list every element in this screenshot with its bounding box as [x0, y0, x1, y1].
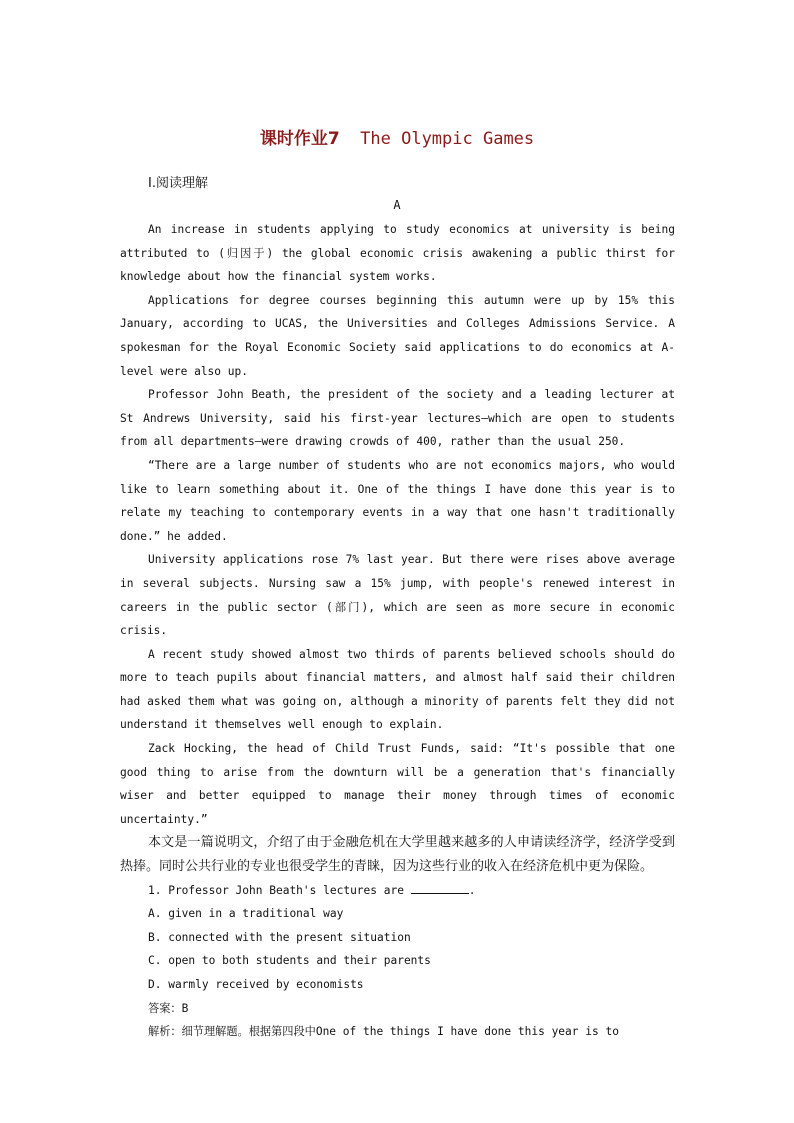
answer-label: 答案：	[148, 1001, 182, 1015]
paragraph-6: A recent study showed almost two thirds of parents believed schools should do more to teach pupils about financial matters, and almost half said their children had asked them what was going on, although a minority of parents felt they did not understand it themselves well enough to explain.	[120, 647, 675, 732]
answer-blank	[411, 883, 469, 894]
analysis-line	[120, 1020, 675, 1044]
analysis-text: One of the things I have done this year is to	[315, 1025, 619, 1039]
section-heading: Ⅰ.阅读理解	[148, 176, 208, 191]
question-stem-text: 1. Professor John Beath's lectures are	[148, 883, 404, 897]
paragraph-2: Applications for degree courses beginning this autumn were up by 15% this January, according to UCAS, the Universities and Colleges Admissions Service. A spokesman for the Royal Economic Society said applications to do economics at A-level were also up.	[120, 293, 675, 378]
passage-body	[120, 218, 675, 1044]
option-b: B. connected with the present situation	[148, 930, 411, 944]
option-a: A. given in a traditional way	[148, 907, 344, 921]
paragraph-5: University applications rose 7% last year. But there were rises above average in several subjects. Nursing saw a 15% jump, with people's renewed interest in careers in the public sector (部门), which are seen as more secure in economic crisis.	[120, 553, 675, 638]
passage-letter: A	[393, 198, 401, 212]
paragraph-1: An increase in students applying to study economics at university is being attributed to (归因于) the global economic crisis awakening a public thirst for knowledge about how the financial system works.	[120, 223, 675, 284]
answer-value: B	[181, 1001, 189, 1015]
title-english: The Olympic Games	[360, 129, 535, 149]
passage-summary: 本文是一篇说明文，介绍了由于金融危机在大学里越来越多的人申请读经济学，经济学受到热捧。同时公共行业的专业也很受学生的青睐，因为这些行业的收入在经济危机中更为保险。	[120, 835, 675, 875]
paragraph-7: Zack Hocking, the head of Child Trust Funds, said: “It's possible that one good thing to arise from the downturn will be a generation that's financially wiser and better equipped to manage their money through times of economic uncertainty.”	[120, 742, 675, 826]
analysis-label: 解析：细节理解题。根据第四段中	[148, 1025, 316, 1039]
title-chinese: 课时作业7	[259, 129, 340, 149]
answer-line	[120, 997, 675, 1021]
paragraph-3: Professor John Beath, the president of the society and a leading lecturer at St Andrews University, said his first-year lectures—which are open to students from all departments—were drawing crowds of 400, rather than the usual 250.	[120, 388, 675, 449]
option-d: D. warmly received by economists	[148, 978, 364, 991]
option-c: C. open to both students and their parents	[148, 954, 431, 968]
paragraph-4: “There are a large number of students who are not economics majors, who would like to learn something about it. One of the things I have done this year is to relate my teaching to contemporary events in a way that one hasn't traditionally done.” he added.	[120, 458, 675, 543]
question-stem	[120, 879, 675, 903]
page-title	[0, 124, 794, 149]
question-stem-end: .	[468, 883, 476, 897]
